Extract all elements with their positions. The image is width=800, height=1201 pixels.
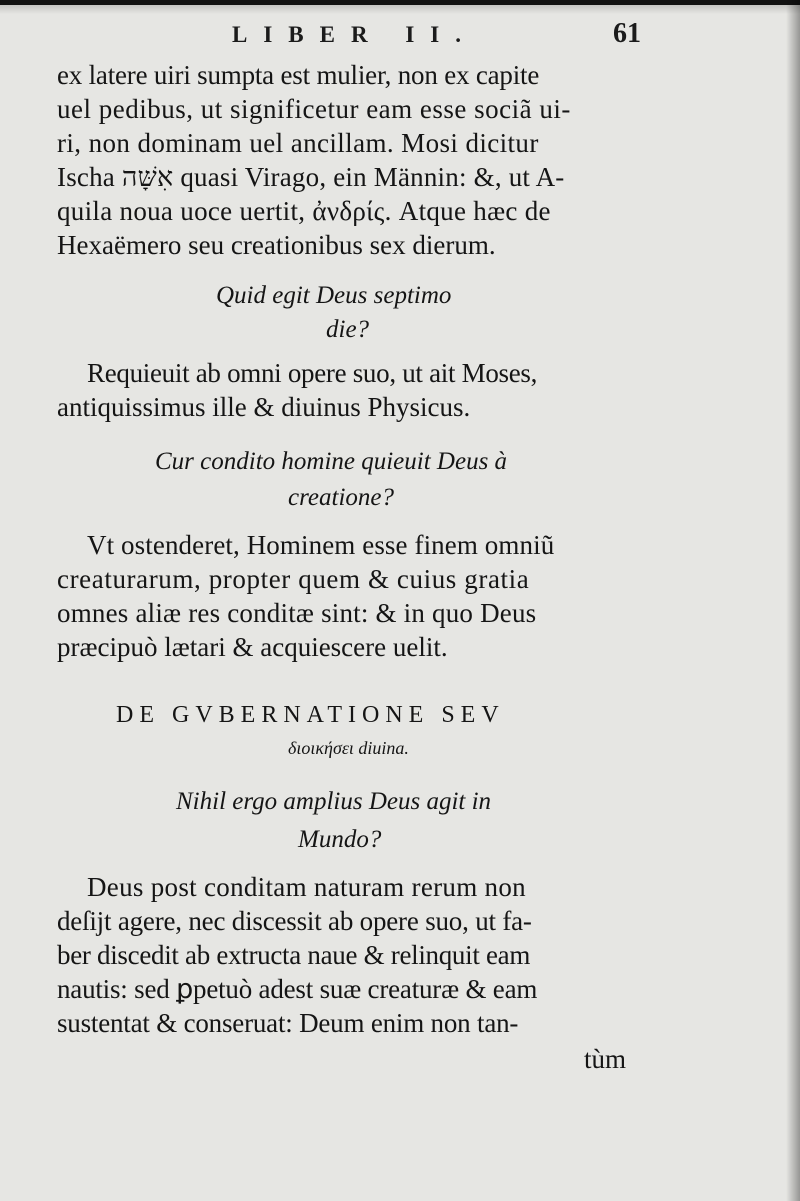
text-line: Vt ostenderet, Hominem esse finem omniũ (87, 530, 555, 560)
running-head: LIBER II. (232, 22, 477, 47)
catchword: tùm (584, 1044, 627, 1074)
question-line: Mundo? (298, 826, 382, 853)
question-line: Quid egit Deus septimo (216, 282, 452, 309)
text-line: antiquissimus ille & diuinus Physicus. (57, 392, 471, 422)
text-line: quila noua uoce uertit, ἀνδρίς. Atque hæc de (57, 196, 551, 226)
text-line: Hexaëmero seu creationibus sex dierum. (57, 230, 496, 260)
page-gutter-shadow (786, 0, 800, 1201)
section-subtitle: διοικήσει diuina. (288, 738, 409, 758)
text-line: omnes aliæ res conditæ sint: & in quo Deus (57, 598, 537, 628)
text-line: creaturarum, propter quem & cuius gratia (57, 564, 530, 594)
text-line: uel pedibus, ut significetur eam esse sociã ui- (57, 94, 571, 124)
question-line: die? (326, 316, 370, 343)
text-line: præcipuò lætari & acquiescere uelit. (57, 632, 448, 662)
text-line: ber discedit ab extructa naue & relinquit eam (57, 940, 531, 970)
text-line: deſijt agere, nec discessit ab opere suo, ut fa- (57, 906, 532, 936)
question-line: Cur condito homine quieuit Deus à (155, 448, 508, 475)
text-line: Requieuit ab omni opere suo, ut ait Moses, (87, 358, 538, 388)
question-line: Nihil ergo amplius Deus agit in (176, 788, 492, 815)
text-line: ex latere uiri sumpta est mulier, non ex capite (57, 60, 540, 90)
section-title: DE GVBERNATIONE SEV (116, 702, 505, 728)
page-number: 61 (613, 18, 641, 49)
text-line: ri, non dominam uel ancillam. Mosi dicitur (57, 128, 539, 158)
text-line: nautis: sed ꝑpetuò adest suæ creaturæ & eam (57, 974, 538, 1004)
text-line: Deus post conditam naturam rerum non (87, 872, 526, 902)
text-line: sustentat & conseruat: Deum enim non tan- (57, 1008, 519, 1038)
question-line: creatione? (288, 484, 394, 511)
page-top-edge (0, 0, 800, 14)
text-line: Ischa אִשָּׁה quasi Virago, ein Männin: &, ut A- (57, 162, 565, 192)
